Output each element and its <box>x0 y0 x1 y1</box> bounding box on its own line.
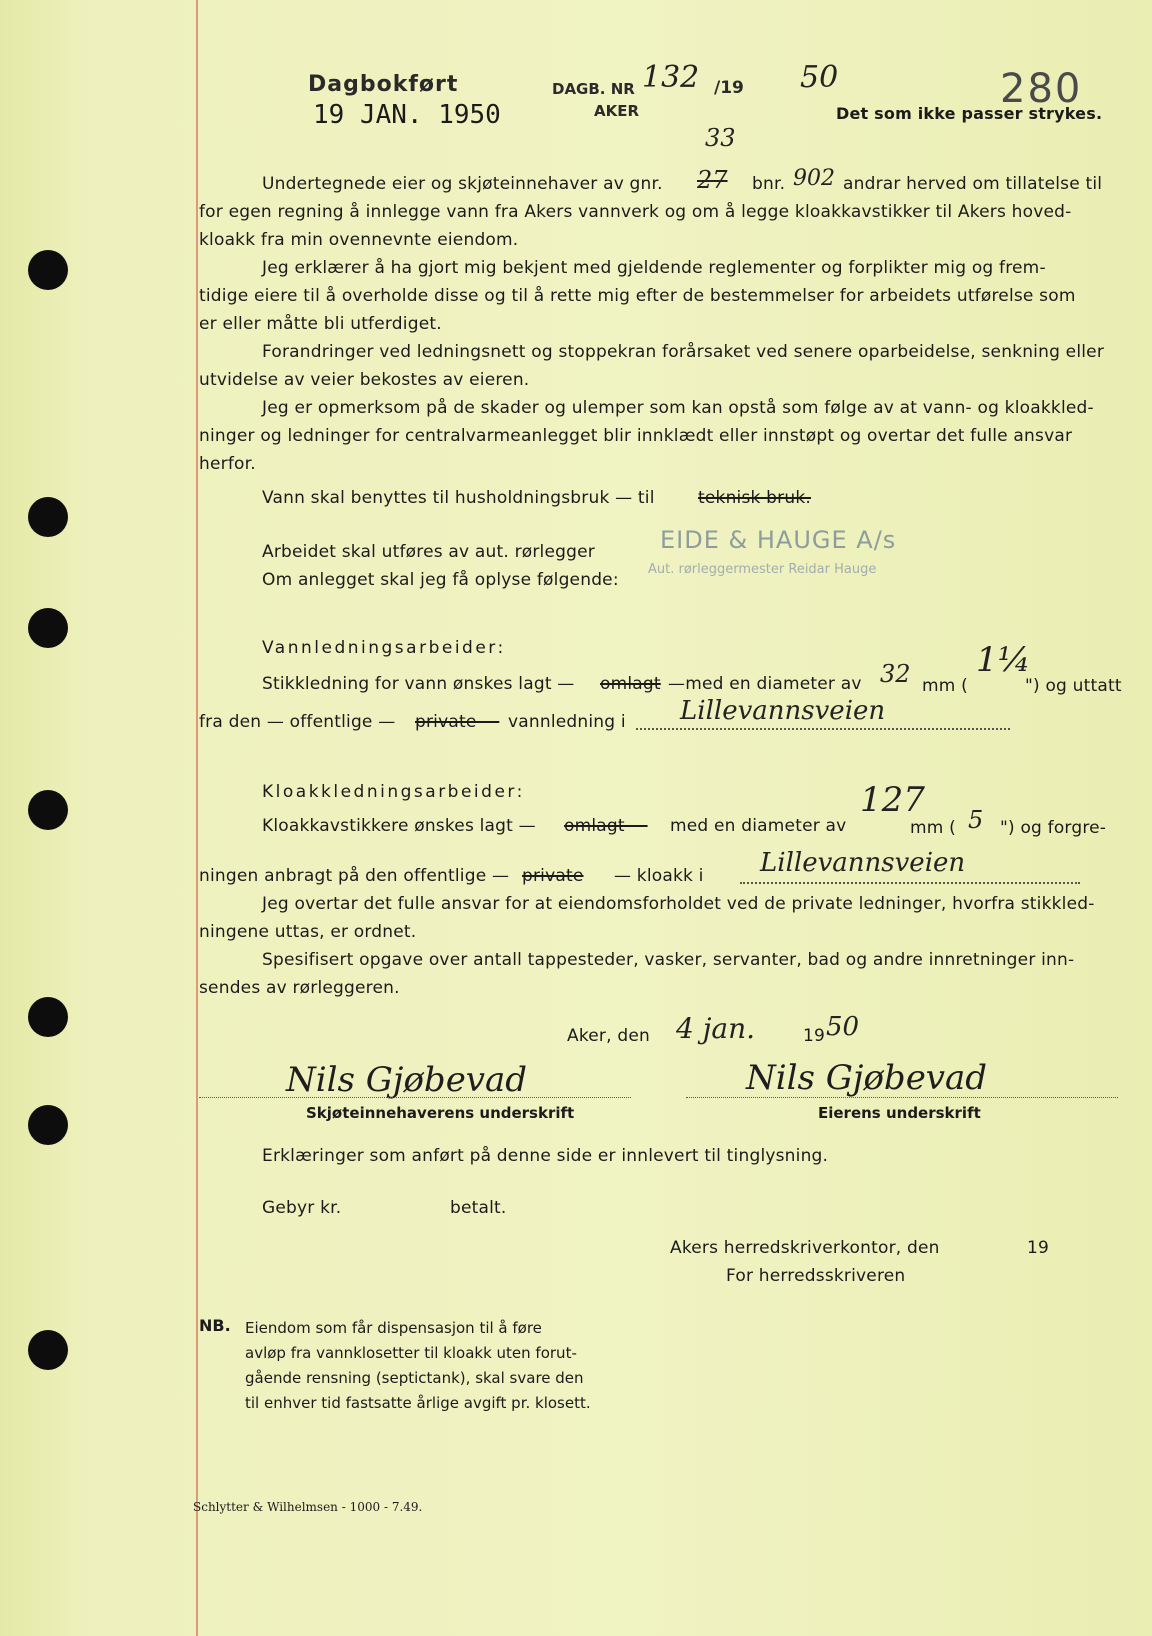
office-year: 19 <box>1027 1238 1050 1258</box>
sewer-heading: Kloakkledningsarbeider: <box>262 782 525 802</box>
water-private-struck: private — <box>415 712 500 732</box>
owner-signature-line <box>199 1097 631 1098</box>
sewer-line-2b: — kloakk i <box>614 866 704 886</box>
page-number: 280 <box>1000 66 1083 112</box>
punch-hole <box>28 997 68 1037</box>
water-mm: 32 <box>880 660 911 688</box>
dagbokfort-stamp: Dagbokført <box>308 72 459 97</box>
dagb-label: DAGB. NR <box>552 80 635 98</box>
water-line-2a: fra den — offentlige — <box>199 712 396 732</box>
sewer-line-2a: ningen anbragt på den offentlige — <box>199 866 510 886</box>
punch-hole <box>28 497 68 537</box>
owner-signature-label: Skjøteinnehaverens underskrift <box>306 1104 575 1122</box>
p2-line-2: tidige eiere til å overholde disse og til å rette mig efter de bestemmelser for arbeidets utførelse som <box>199 286 1076 306</box>
dagb-year-label: /19 <box>714 78 744 98</box>
signature-year: 50 <box>826 1012 860 1042</box>
sewer-private-struck: private <box>522 866 584 886</box>
p3-line-2: utvidelse av veier bekostes av eieren. <box>199 370 530 390</box>
intro-line-1b: bnr. <box>752 174 786 194</box>
p4-line-3: herfor. <box>199 454 256 474</box>
p3-line-1: Forandringer ved ledningsnett og stoppekran forårsaket ved senere oparbeidelse, senkning eller <box>262 342 1105 362</box>
nb-line-3: gående rensning (septictank), skal svare den <box>245 1369 584 1387</box>
intro-line-3: kloakk fra min ovennevnte eiendom. <box>199 230 519 250</box>
eide-hauge-sub: Aut. rørleggermester Reidar Hauge <box>648 562 877 577</box>
for-herredsskriveren: For herredsskriveren <box>726 1266 906 1286</box>
punch-hole <box>28 790 68 830</box>
water-heading: Vannledningsarbeider: <box>262 638 506 658</box>
signature-year-prefix: 19 <box>803 1026 826 1046</box>
eier-signature-line <box>686 1097 1118 1098</box>
signature-place: Aker, den <box>567 1026 650 1046</box>
printer-footer: Schlytter & Wilhelmsen - 1000 - 7.49. <box>193 1500 423 1514</box>
sewer-line-1b: med en diameter av <box>670 816 847 836</box>
intro-line-2: for egen regning å innlegge vann fra Akers vannverk og om å legge kloakkavstikker til Akers hoved- <box>199 202 1072 222</box>
water-omlagt-struck: omlagt <box>600 674 661 694</box>
eier-signature: Nils Gjøbevad <box>746 1058 988 1098</box>
header-note: Det som ikke passer strykes. <box>836 104 1103 123</box>
p4-line-2: ninger og ledninger for centralvarmeanlegget blir innklædt eller innstøpt og overtar det fulle ansvar <box>199 426 1073 446</box>
sewer-line-1c: mm ( <box>910 818 956 838</box>
sewer-line-1d: ") og forgre- <box>1000 818 1107 838</box>
water-inch: 1¼ <box>976 640 1031 680</box>
intro-line-1c: andrar herved om tillatelse til <box>843 174 1103 194</box>
margin-line <box>196 0 198 1636</box>
water-line-2b: vannledning i <box>508 712 626 732</box>
nb-line-1: Eiendom som får dispensasjon til å føre <box>245 1319 542 1337</box>
gebyr-label: Gebyr kr. <box>262 1198 342 1218</box>
sewer-street: Lillevannsveien <box>760 848 966 878</box>
punch-hole <box>28 250 68 290</box>
sewer-inch: 5 <box>968 806 984 834</box>
nb-label: NB. <box>199 1316 231 1335</box>
nb-line-4: til enhver tid fastsatte årlige avgift pr. klosett. <box>245 1394 591 1412</box>
p2-line-3: er eller måtte bli utferdiget. <box>199 314 442 334</box>
stamp-date: 19 JAN. 1950 <box>313 100 501 130</box>
water-street-line <box>636 728 1010 730</box>
intro-line-1a: Undertegnede eier og skjøteinnehaver av gnr. <box>262 174 663 194</box>
office-text: Akers herredskriverkontor, den <box>670 1238 940 1258</box>
gnr-value: 27 <box>697 166 728 194</box>
p5-text: Vann skal benyttes til husholdningsbruk — til <box>262 488 655 508</box>
dagb-year: 50 <box>800 60 839 95</box>
erklaering-text: Erklæringer som anført på denne side er innlevert til tinglysning. <box>262 1146 829 1166</box>
eier-signature-label: Eierens underskrift <box>818 1104 981 1122</box>
punch-hole <box>28 1105 68 1145</box>
p7-text: Om anlegget skal jeg få oplyse følgende: <box>262 570 619 590</box>
water-line-1b: —med en diameter av <box>668 674 862 694</box>
punch-hole <box>28 1330 68 1370</box>
water-line-1c: mm ( <box>922 676 968 696</box>
sewer-mm: 127 <box>860 780 925 820</box>
gnr-correction: 33 <box>705 124 736 152</box>
bnr-value: 902 <box>793 166 835 191</box>
p5-struck: teknisk bruk. <box>698 488 811 508</box>
water-street: Lillevannsveien <box>680 696 886 726</box>
eide-hauge-stamp: EIDE & HAUGE A/s <box>660 526 897 554</box>
sewer-street-line <box>740 882 1080 884</box>
aker-label: AKER <box>594 102 640 120</box>
sewer-p2: ningene uttas, er ordnet. <box>199 922 417 942</box>
sewer-p1: Jeg overtar det fulle ansvar for at eiendomsforholdet ved de private ledninger, hvorfra stikkled- <box>262 894 1095 914</box>
nb-line-2: avløp fra vannklosetter til kloakk uten forut- <box>245 1344 577 1362</box>
sewer-p4: sendes av rørleggeren. <box>199 978 400 998</box>
punch-hole <box>28 608 68 648</box>
owner-signature: Nils Gjøbevad <box>286 1060 528 1100</box>
signature-date: 4 jan. <box>676 1012 756 1045</box>
sewer-omlagt-struck: omlagt — <box>564 816 648 836</box>
water-line-1a: Stikkledning for vann ønskes lagt — <box>262 674 575 694</box>
water-line-1d: ") og uttatt <box>1025 676 1122 696</box>
sewer-p3: Spesifisert opgave over antall tappesteder, vasker, servanter, bad og andre innretninger inn- <box>262 950 1075 970</box>
p2-line-1: Jeg erklærer å ha gjort mig bekjent med gjeldende reglementer og forplikter mig og frem- <box>262 258 1046 278</box>
p6-text: Arbeidet skal utføres av aut. rørlegger <box>262 542 595 562</box>
sewer-line-1a: Kloakkavstikkere ønskes lagt — <box>262 816 536 836</box>
dagb-number: 132 <box>642 60 700 95</box>
betalt-label: betalt. <box>450 1198 507 1218</box>
p4-line-1: Jeg er opmerksom på de skader og ulemper som kan opstå som følge av at vann- og kloakkled- <box>262 398 1094 418</box>
